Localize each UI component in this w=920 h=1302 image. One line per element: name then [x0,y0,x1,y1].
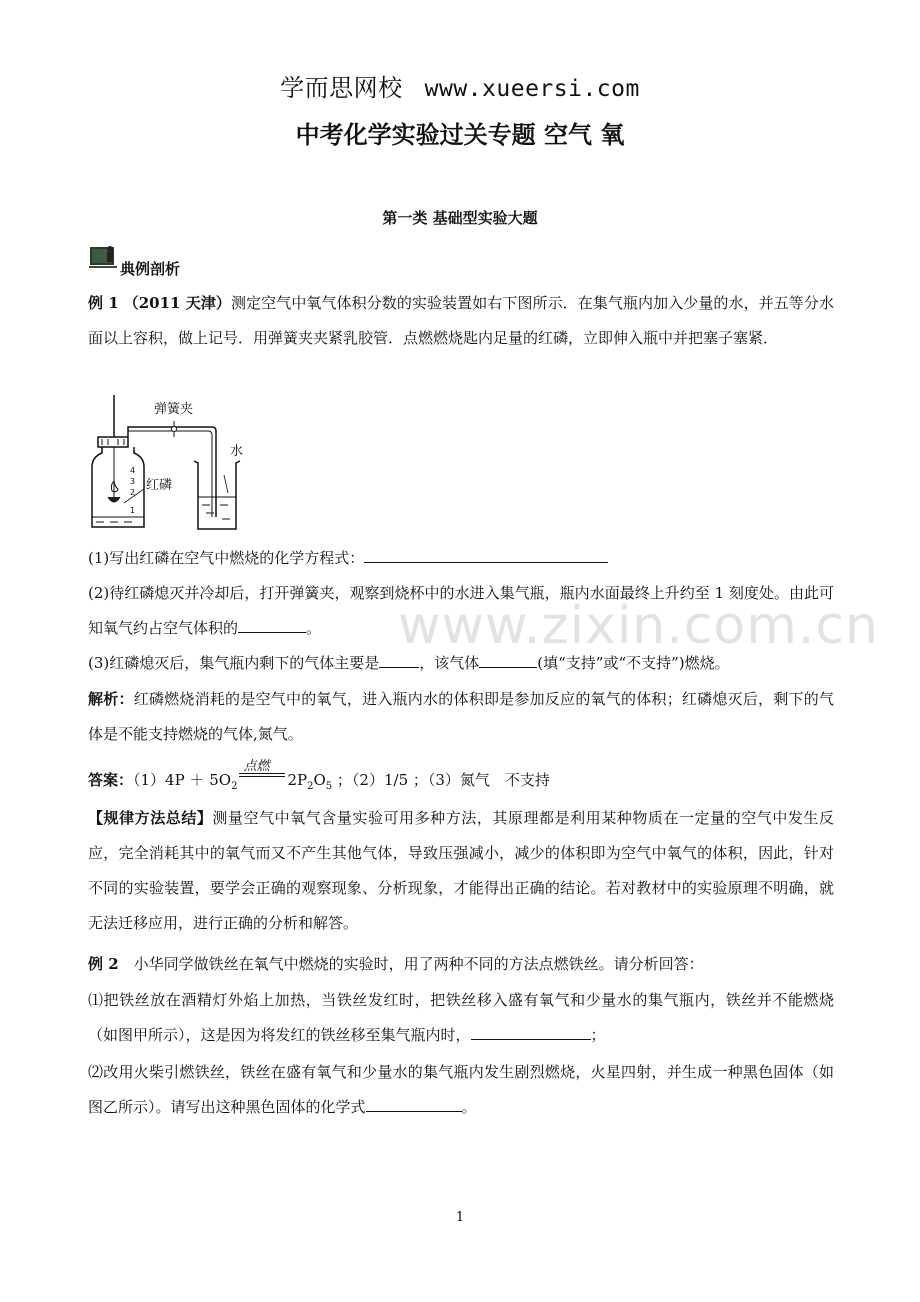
answer-sub-a: 2 [231,781,238,792]
example-1-intro [88,286,834,356]
example-2-question-2 [88,1055,834,1125]
example-2-question-2-end: 。 [461,1098,477,1116]
school-name: 学而思网校 [280,74,403,102]
red-phosphorus-label: 红磷 [146,478,173,493]
example-2-question-2-text: ⑵改用火柴引燃铁丝，铁丝在盛有氧气和少量水的集气瓶内发生剧烈燃烧，火星四射，并生成一种黑色固体（如图乙所示）。请写出这种黑色固体的化学式 [88,1063,834,1116]
document-title: 中考化学实验过关专题 空气 氧 [295,120,625,149]
reaction-condition: 点燃 [243,759,270,774]
analysis-label: 解析： [88,690,134,708]
school-url[interactable]: www.xueersi.com [424,76,640,102]
reaction-condition-equals [239,759,285,785]
example-2-question-1-blank[interactable] [471,1023,591,1040]
answer-part-a: （1）4P ＋ 5O [133,771,232,789]
answer-label: 答案： [88,771,134,789]
spring-clip-label: 弹簧夹 [154,402,194,417]
example-1-answer [88,759,834,804]
scale-mark-1: 1 [130,506,136,515]
water-label: 水 [230,444,244,459]
example-2-question-1-end: ； [590,1026,606,1044]
example-2-text: 小华同学做铁丝在氧气中燃烧的实验时，用了两种不同的方法点燃铁丝。请分析回答： [118,955,704,973]
question-3-text-c: (填“支持”或“不支持”)燃烧。 [537,654,730,672]
example-2-question-1-text: ⑴把铁丝放在酒精灯外焰上加热，当铁丝发红时，把铁丝移入盛有氧气和少量水的集气瓶内，铁丝并不能燃烧（如图甲所示），这是因为将发红的铁丝移至集气瓶内时， [88,991,834,1044]
example-2-question-1 [88,983,834,1053]
experiment-apparatus-figure [88,393,288,535]
summary-text: 测量空气中氧气含量实验可用多种方法，其原理都是利用某种物质在一定量的空气中发生反应，完全消耗其中的氧气而又不产生其他气体，导致压强减小，减少的体积即为空气中氧气的体积，因此，针对不同的实验装置，要学会正确的观察现象、分析现象，才能得出正确的结论。若对教材中的实验原理不明确，就无法迁移应用，进行正确的分析和解答。 [88,809,834,932]
section-heading: 第一类 基础型实验大题 [382,209,538,227]
scale-mark-4: 4 [130,466,136,475]
question-2-end: 。 [306,619,322,637]
answer-part-c: ；（2）1/5 ；（3）氮气 不支持 [332,771,550,789]
question-1-answer-blank[interactable] [364,546,608,563]
example-analysis-label: 典例剖析 [120,260,181,278]
example-1-label: 例 1 [88,294,119,312]
scale-mark-3: 3 [130,477,136,486]
example-1-analysis [88,682,834,752]
page-header [0,68,920,103]
answer-sub-b2: 5 [325,781,333,792]
teacher-board-icon [88,243,118,269]
answer-part-b: 2P [287,771,308,789]
example-1-source: （2011 天津） [123,294,232,312]
example-1-question-1 [88,541,834,576]
answer-part-b-mid: O [313,771,326,789]
example-2-question-2-blank[interactable] [366,1095,462,1112]
answer-sub-b1: 2 [307,781,314,792]
analysis-text: 红磷燃烧消耗的是空气中的氧气，进入瓶内水的体积即是参加反应的氧气的体积；红磷熄灭后，剩下的气体是不能支持燃烧的气体,氮气。 [88,690,834,743]
question-2-answer-blank[interactable] [238,616,306,633]
question-2-text: (2)待红磷熄灭并冷却后，打开弹簧夹，观察到烧杯中的水进入集气瓶，瓶内水面最终上升约至 1 刻度处。由此可知氧气约占空气体积的 [88,584,834,637]
site-watermark: www.zixin.com.cn [398,596,879,656]
question-3-text-a: (3)红磷熄灭后，集气瓶内剩下的气体主要是 [88,654,380,672]
example-2-label: 例 2 [88,955,119,973]
summary-label: 【规律方法总结】 [88,809,213,827]
question-1-text: (1)写出红磷在空气中燃烧的化学方程式： [88,549,365,567]
example-2-intro [88,947,834,982]
page-number: 1 [455,1210,465,1225]
method-summary [88,801,834,941]
example-1-text: 测定空气中氧气体积分数的实验装置如右下图所示．在集气瓶内加入少量的水，并五等分水面以上容积，做上记号．用弹簧夹夹紧乳胶管．点燃燃烧匙内足量的红磷，立即伸入瓶中并把塞子塞紧． [88,294,834,347]
scale-mark-2: 2 [130,488,136,497]
question-3-text-b: ，该气体 [419,654,480,672]
